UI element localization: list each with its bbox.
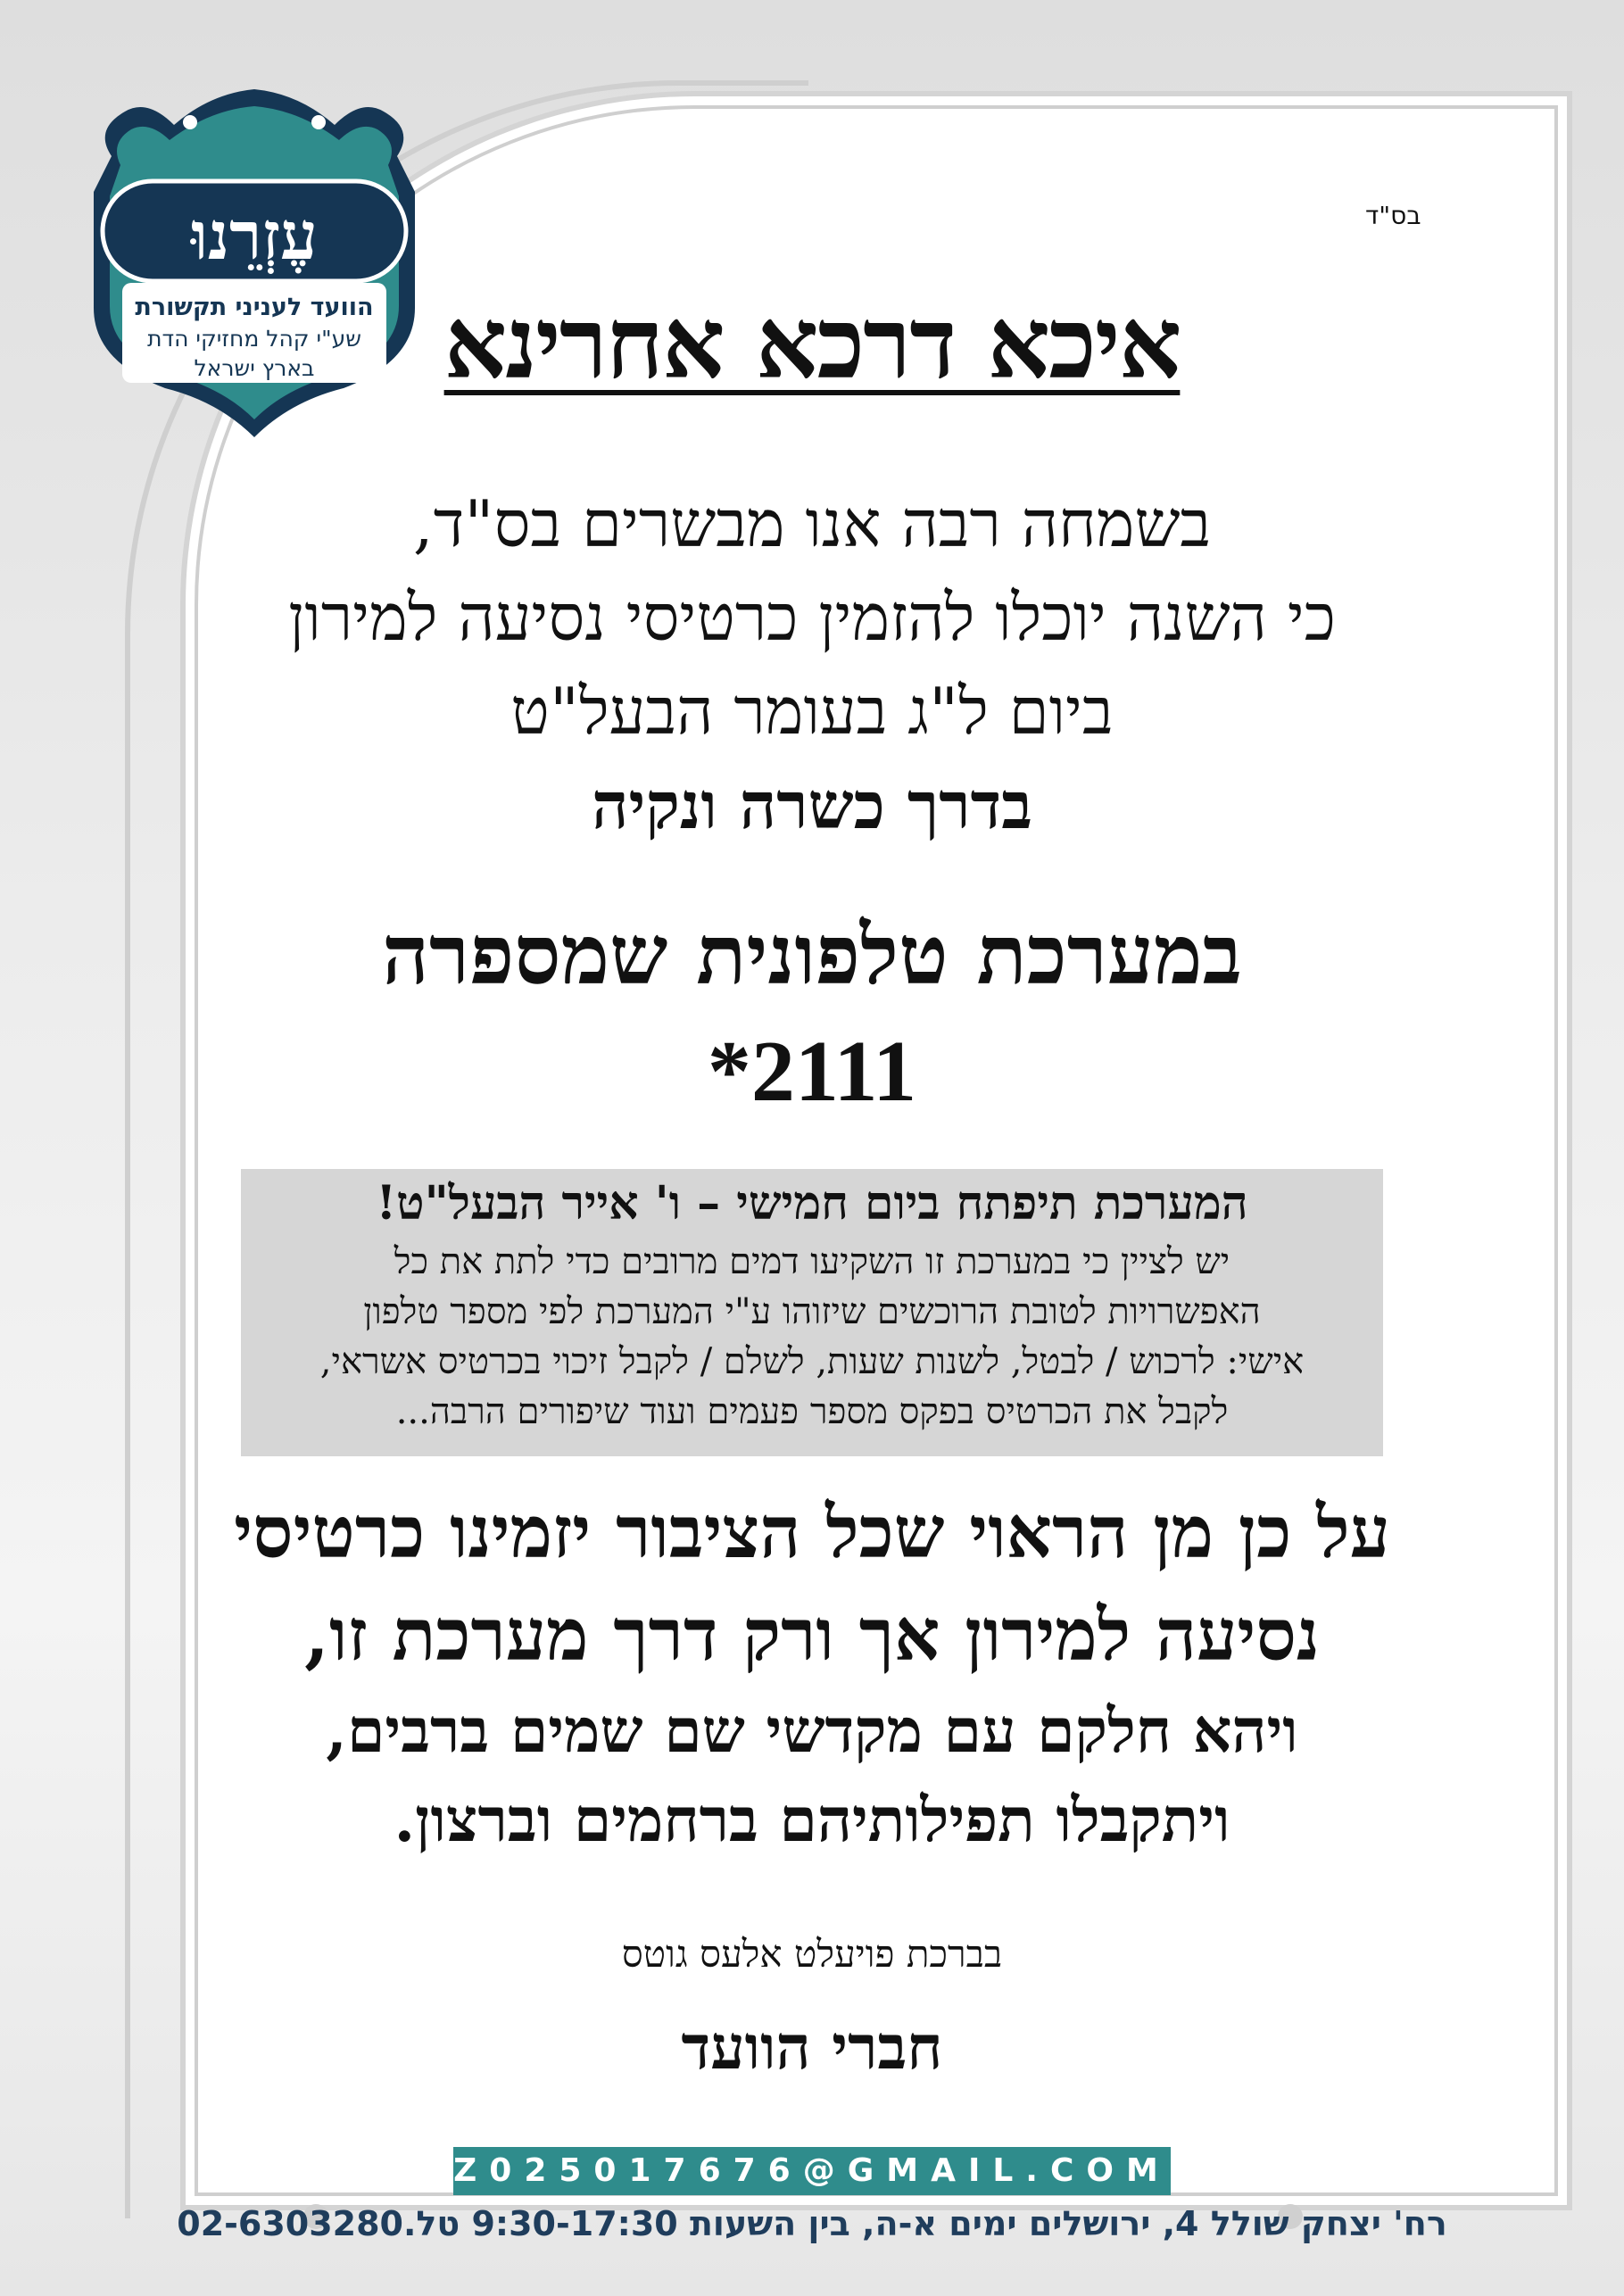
- logo-name: עֶזְרֵנוּ: [191, 198, 318, 275]
- email-banner[interactable]: Z025017676@GMAIL.COM: [453, 2147, 1171, 2195]
- logo-line1: הוועד לעניני תקשורת: [135, 294, 374, 321]
- closing-text: [0, 1481, 1624, 1865]
- intro-line-4: בדרך כשרה ונקיה: [592, 767, 1032, 843]
- phone-number: *2111: [707, 1024, 917, 1120]
- basad-mark: בס"ד: [1365, 201, 1421, 230]
- closing-line-3: ויהא חלקם עם מקדשי שם שמים ברבים,: [326, 1695, 1298, 1767]
- signature-members: חברי הוועד: [681, 2012, 943, 2084]
- intro-line-1: בשמחה רבה אנו מבשרים בס"ד,: [412, 486, 1212, 561]
- notice-line-2: האפשרויות לטובת הרוכשים שיזוהו ע"י המערכת לפי מספר טלפון: [363, 1291, 1261, 1332]
- closing-line-2: נסיעה למירון אך ורק דרך מערכת זו,: [304, 1593, 1320, 1677]
- logo-line2: שע"י קהל מחזיקי הדת: [147, 326, 361, 352]
- notice-line-4: לקבל את הכרטיס בפקס מספר פעמים ועוד שיפורים הרבה...: [395, 1391, 1229, 1432]
- notice-heading: המערכת תיפתח ביום חמישי – ו' אייר הבעל"ט!: [376, 1176, 1248, 1231]
- page-title: [0, 286, 1624, 402]
- logo-ornament-right: [311, 115, 326, 129]
- system-line: במערכת טלפונית שמספרה: [382, 907, 1242, 1003]
- closing-line-4: ויתקבלו תפילותיהם ברחמים וברצון.: [394, 1785, 1230, 1856]
- address-line: רח' יצחק שולל 4, ירושלים ימים א-ה, בין השעות 9:30-17:30 טל.02-6303280: [177, 2204, 1447, 2243]
- notice-box: [241, 1169, 1383, 1456]
- intro-line-2: כי השנה יוכלו להזמין כרטיסי נסיעה למירון: [288, 580, 1336, 655]
- logo-line3: בארץ ישראל: [194, 355, 315, 381]
- page-title-text: איכא דרכא אחרינא: [443, 286, 1181, 401]
- greeting: בברכת פויעלט אלעס גוטס: [621, 1932, 1003, 1976]
- logo-ornament-left: [183, 115, 197, 129]
- closing-line-1: על כן מן הראוי שכל הציבור יזמינו כרטיסי: [234, 1490, 1390, 1574]
- intro-text: [0, 477, 1624, 852]
- notice-line-1: יש לציין כי במערכת זו השקיעו דמים מרובים כדי לתת את כל: [394, 1241, 1230, 1282]
- notice-body: [277, 1237, 1347, 1437]
- notice-line-3: אישי: לרכוש / לבטל, לשנות שעות, לשלם / לקבל זיכוי בכרטיס אשראי,: [319, 1341, 1305, 1382]
- intro-line-3: ביום ל"ג בעומר הבעל"ט: [510, 674, 1114, 749]
